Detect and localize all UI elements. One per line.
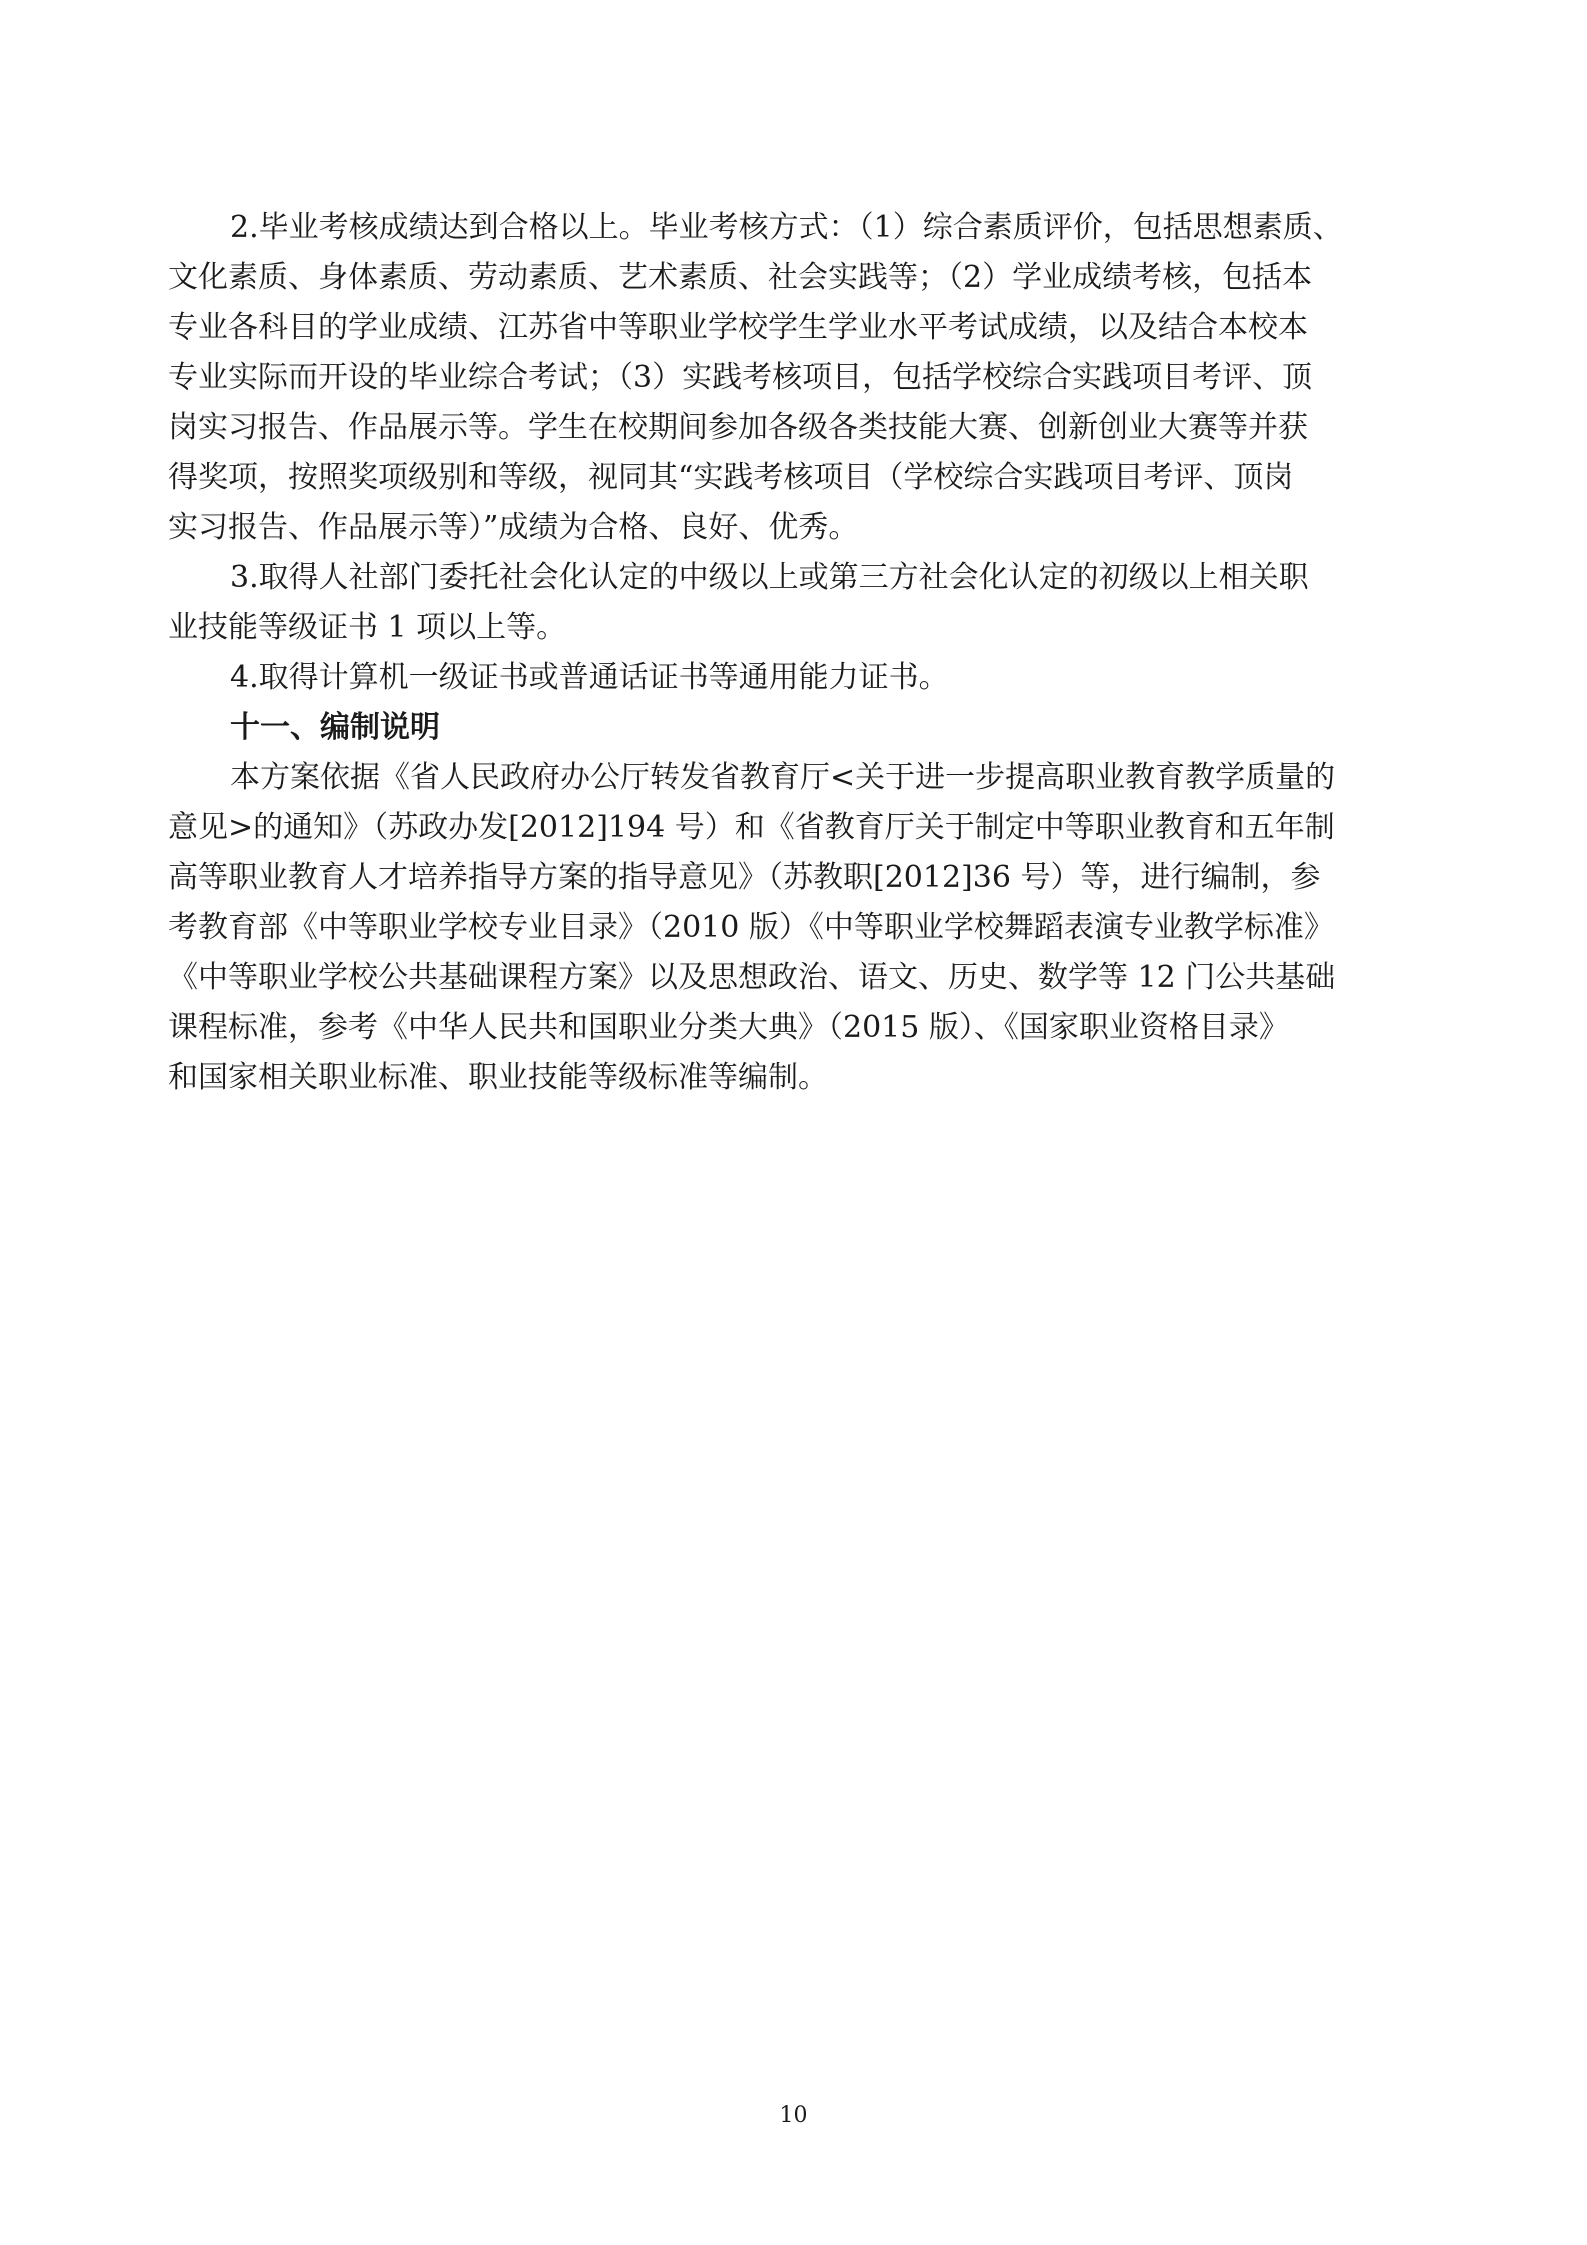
text-line: 岗实习报告、作品展示等。学生在校期间参加各级各类技能大赛、创新创业大赛等并获 (168, 410, 1308, 445)
text-line: 本方案依据《省人民政府办公厅转发省教育厅<关于进一步提高职业教育教学质量的 (230, 760, 1336, 795)
text-line: 高等职业教育人才培养指导方案的指导意见》（苏教职[2012]36 号）等，进行编制，参 (168, 860, 1321, 895)
body-paragraph-compilation-notes (168, 753, 1418, 1103)
document-body (168, 203, 1418, 1103)
section-heading (168, 703, 1418, 753)
item-paragraph-graduation-assessment (168, 203, 1418, 553)
item-paragraph-skill-certificate (168, 553, 1418, 653)
item-paragraph-general-certificate (168, 653, 1418, 703)
text-line: 实习报告、作品展示等）”成绩为合格、良好、优秀。 (168, 510, 859, 545)
text-line: 3.取得人社部门委托社会化认定的中级以上或第三方社会化认定的初级以上相关职 (230, 560, 1309, 595)
section-heading-text: 十一、编制说明 (230, 710, 440, 745)
text-line: 考教育部《中等职业学校专业目录》（2010 版）《中等职业学校舞蹈表演专业教学标准》 (168, 910, 1334, 945)
text-line: 2.毕业考核成绩达到合格以上。毕业考核方式：（1）综合素质评价，包括思想素质、 (230, 210, 1343, 245)
page-number: 10 (779, 2103, 808, 2128)
text-line: 课程标准，参考《中华人民共和国职业分类大典》（2015 版）、《国家职业资格目录》 (168, 1010, 1289, 1045)
text-line: 4.取得计算机一级证书或普通话证书等通用能力证书。 (230, 660, 949, 695)
text-line: 得奖项，按照奖项级别和等级，视同其“实践考核项目（学校综合实践项目考评、顶岗 (168, 460, 1294, 495)
text-line: 文化素质、身体素质、劳动素质、艺术素质、社会实践等；（2）学业成绩考核，包括本 (168, 260, 1313, 295)
text-line: 和国家相关职业标准、职业技能等级标准等编制。 (168, 1060, 828, 1095)
text-line: 专业各科目的学业成绩、江苏省中等职业学校学生学业水平考试成绩，以及结合本校本 (168, 310, 1308, 345)
text-line: 专业实际而开设的毕业综合考试；（3）实践考核项目，包括学校综合实践项目考评、顶 (168, 360, 1313, 395)
text-line: 《中等职业学校公共基础课程方案》以及思想政治、语文、历史、数学等 12 门公共基础 (168, 960, 1336, 995)
text-line: 业技能等级证书 1 项以上等。 (168, 610, 567, 645)
text-line: 意见>的通知》（苏政办发[2012]194 号）和《省教育厅关于制定中等职业教育和五年制 (168, 810, 1335, 845)
